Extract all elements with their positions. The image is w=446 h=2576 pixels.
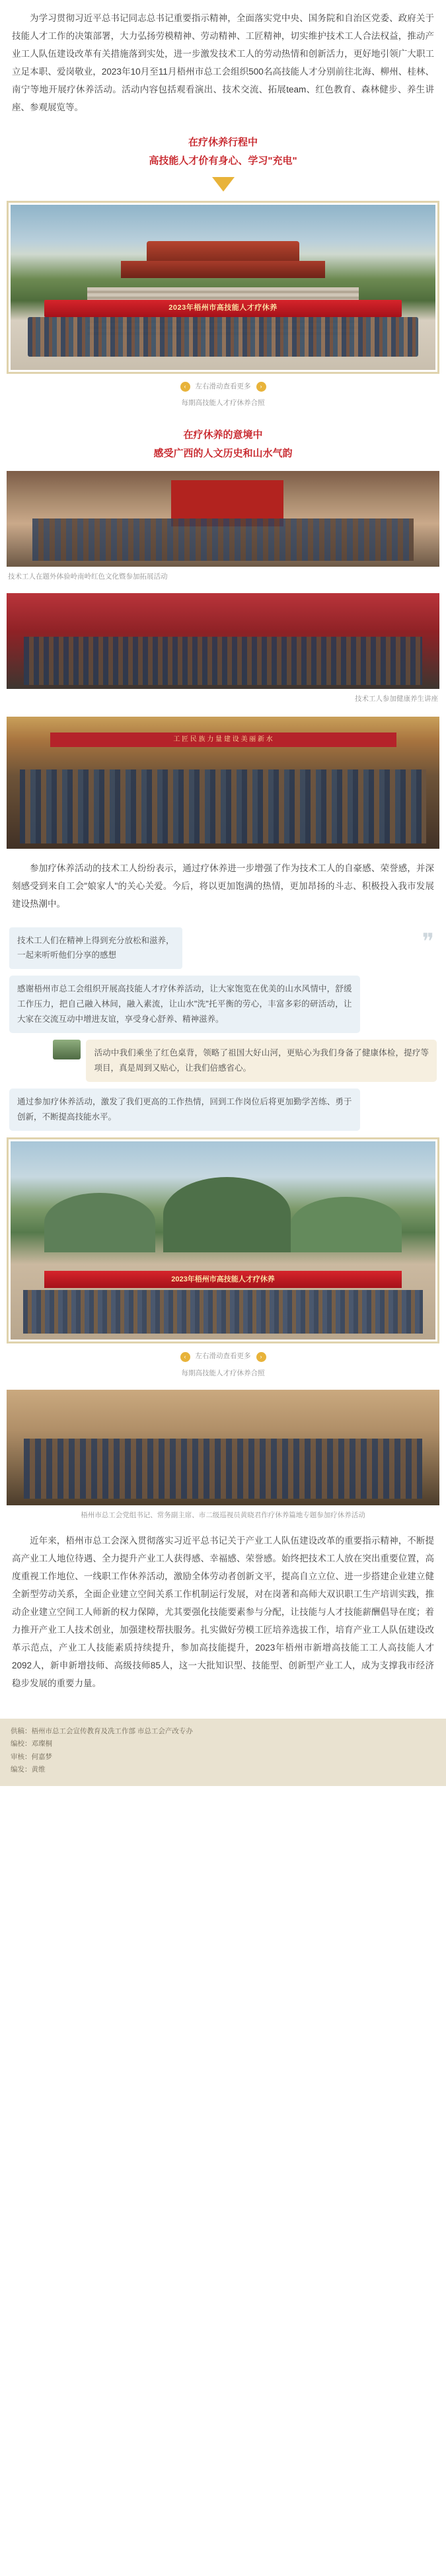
intro-paragraph: 为学习贯彻习近平总书记同志总书记重要指示精神，全面落实党中央、国务院和自治区党委、政府关于技能人才工作的决策部署，大力弘扬劳模精神、劳动精神、工匠精神，切实维护技术工人合法权益，推动产业工人队伍建设改革有关措施落到实处，进一步激发技术工人的劳动热情和创新活力，更好地引领广大职工立足本职、爱岗敬业，2023年10月至11月梧州市总工会组织500名高技能人才分别前往北海、柳州、桂林、南宁等地开展疗休养活动。活动内容包括观看演出、技术交流、拓展team、红色教育、森林健步、养生讲座、参观展览等。: [12, 13, 434, 112]
closing-paragraph: 近年来，梧州市总工会深入贯彻落实习近平总书记关于产业工人队伍建设改革的重要指示精神，不断提高产业工人地位待遇、全力提升产业工人获得感、幸福感、荣誉感。始终把技术工人放在突出重要位置，高度重视工作地位、一线职工作休养活动，激励全体劳动者创新文平，提高自立立位、进一步搭建企业建立健全新型劳动关系，全面企业建立空间关系工作机制运行发展，对在岗著和高师大双识职工生产培训实践，推动企业建立空间工人师新的权力保障，尤其要强化技能要素参与分配，让技能与人才技能薪酬倡导在度；着力推开产业工人技术创业，加强建校帮扶服务。扎实做好劳模工匠培养选拔工作，培育产业工人队伍建设改革示范点，产业工人技能素质持续提升，参加高技能提升，2023年梧州市新增高技能工工人高技能人才2092人，新申新增技师、高级技师85人，这一大批知识型、技能型、创新型产业工人，成为支撑我市经济稳步发展的重要力量。: [12, 1536, 434, 1689]
photo-caption-1: 每期高技能人才疗休养合照: [181, 399, 265, 408]
article-closing-block: [0, 1521, 446, 1703]
callout-2-line-2: 感受广西的人文历史和山水气韵: [153, 447, 293, 459]
photo-banner-text-2: 2023年梧州市高技能人才疗休养: [44, 1271, 401, 1288]
chevron-left-icon[interactable]: ‹: [180, 1352, 190, 1362]
arrow-down-icon: [212, 177, 235, 192]
highlight-line-1: 技术工人们在精神上得到充分放松和滋养，: [17, 935, 174, 945]
slider-hint-text-2: 左右滑动查看更多: [195, 1352, 251, 1361]
photo-slider-control[interactable]: [0, 380, 446, 394]
photo-conference-hall: [7, 717, 439, 849]
photo-frame-meeting-b: [7, 593, 439, 689]
photo-caption-3: 技术工人参加健康养生讲座: [355, 694, 438, 703]
chevron-right-icon[interactable]: ›: [256, 382, 266, 392]
hall-banner-text: 工 匠 民 族 力 量 建 设 美 丽 新 水: [50, 733, 396, 747]
karst-peak-3-shape: [291, 1197, 401, 1252]
callout-heading-1: [0, 133, 446, 170]
photo-frame-temple: [7, 201, 439, 374]
photo-red-culture-activity: [7, 471, 439, 567]
photo-temple-group: [11, 205, 435, 370]
karst-peak-2-shape: [163, 1177, 291, 1252]
quote-mark-icon: ❞: [422, 929, 434, 954]
temple-roof-lower-shape: [121, 261, 325, 278]
quote-bubble-2: 活动中我们乘坐了红色桌背，领略了祖国大好山河，更贴心为我们身备了健康体检，提疗等项目，真是周到又贴心，让我们倍感省心。: [86, 1040, 437, 1082]
photo-leader-meeting: [7, 1390, 439, 1505]
photo-caption-5: 每期高技能人才疗休养合照: [181, 1369, 265, 1378]
photo-health-lecture: [7, 593, 439, 689]
quote-row-1: [9, 976, 437, 1033]
photo-crowd-shape: [28, 317, 419, 357]
callout-2-line-1: 在疗休养的意境中: [183, 429, 263, 441]
paragraph-2: 参加疗休养活动的技术工人纷纷表示，通过疗休养进一步增强了作为技术工人的自豪感、荣誉感，并深刻感受到来自工会"娘家人"的关心关爱。今后，将以更加饱满的热情，更加昂扬的斗志、积极投入我市发展建设热潮中。: [12, 863, 434, 909]
chevron-right-icon[interactable]: ›: [256, 1352, 266, 1362]
photo-frame-hall: [7, 717, 439, 849]
highlight-text: [9, 927, 182, 969]
red-wall-shape: [171, 480, 283, 526]
photo-karst-group: [11, 1141, 435, 1340]
photo-frame-room: [7, 1390, 439, 1505]
karst-peak-1-shape: [44, 1193, 155, 1252]
article-second-block: [0, 849, 446, 913]
highlight-block: [9, 927, 437, 969]
slider-hint-text: 左右滑动查看更多: [195, 382, 251, 390]
footer-line-2: 编校：邓璨桐: [11, 1740, 52, 1748]
photo-frame-karst: [7, 1137, 439, 1343]
quote-bubble-3: 通过参加疗休养活动，激发了我们更高的工作热情，回到工作岗位后将更加勤学苦练、勇于创新，不断提高技能水平。: [9, 1089, 360, 1131]
photo-slider-control-2[interactable]: [0, 1350, 446, 1363]
footer-line-1: 供稿：梧州市总工会宣传教育及冼工作部 市总工会产改专办: [11, 1727, 193, 1736]
photo-caption-2: 技术工人在题外体验岭南岭红色文化暨参加拓展活动: [8, 572, 168, 581]
photo-caption-6: 梧州市总工会党组书记、常务副主席、市二级巡视员黄晓君作疗休养篇地专题参加疗休养活动: [81, 1511, 365, 1520]
callout-heading-2: [0, 426, 446, 463]
footer-line-3: 审核：何嘉梦: [11, 1752, 52, 1761]
photo-banner-text: 2023年梧州市高技能人才疗休养: [44, 300, 401, 317]
callout-1-line-1: 在疗休养行程中: [188, 137, 258, 148]
quote-row-3: [9, 1089, 437, 1131]
article-intro-block: [0, 0, 446, 116]
quote-bubble-1: 感谢梧州市总工会组织开展高技能人才疗休养活动，让大家饱览在优美的山水风情中，舒缓工作压力，把自己融入林间，融入素流，让山水"洗"托平衡的劳心，丰富多彩的研活动，让大家在交流互动中增进友谊，享受身心舒养、精神滋养。: [9, 976, 360, 1033]
temple-roof-shape: [147, 241, 299, 264]
quote-thumbnail: [53, 1040, 81, 1059]
callout-1-line-2: 高技能人才价有身心、学习"充电": [149, 155, 297, 166]
highlight-line-2: 一起来听听他们分享的感想: [17, 950, 117, 960]
footer-line-4: 编发：黄维: [11, 1766, 46, 1774]
quote-row-2: [9, 1040, 437, 1082]
photo-frame-meeting-a: [7, 471, 439, 567]
footer-credits: [0, 1719, 446, 1786]
chevron-left-icon[interactable]: ‹: [180, 382, 190, 392]
